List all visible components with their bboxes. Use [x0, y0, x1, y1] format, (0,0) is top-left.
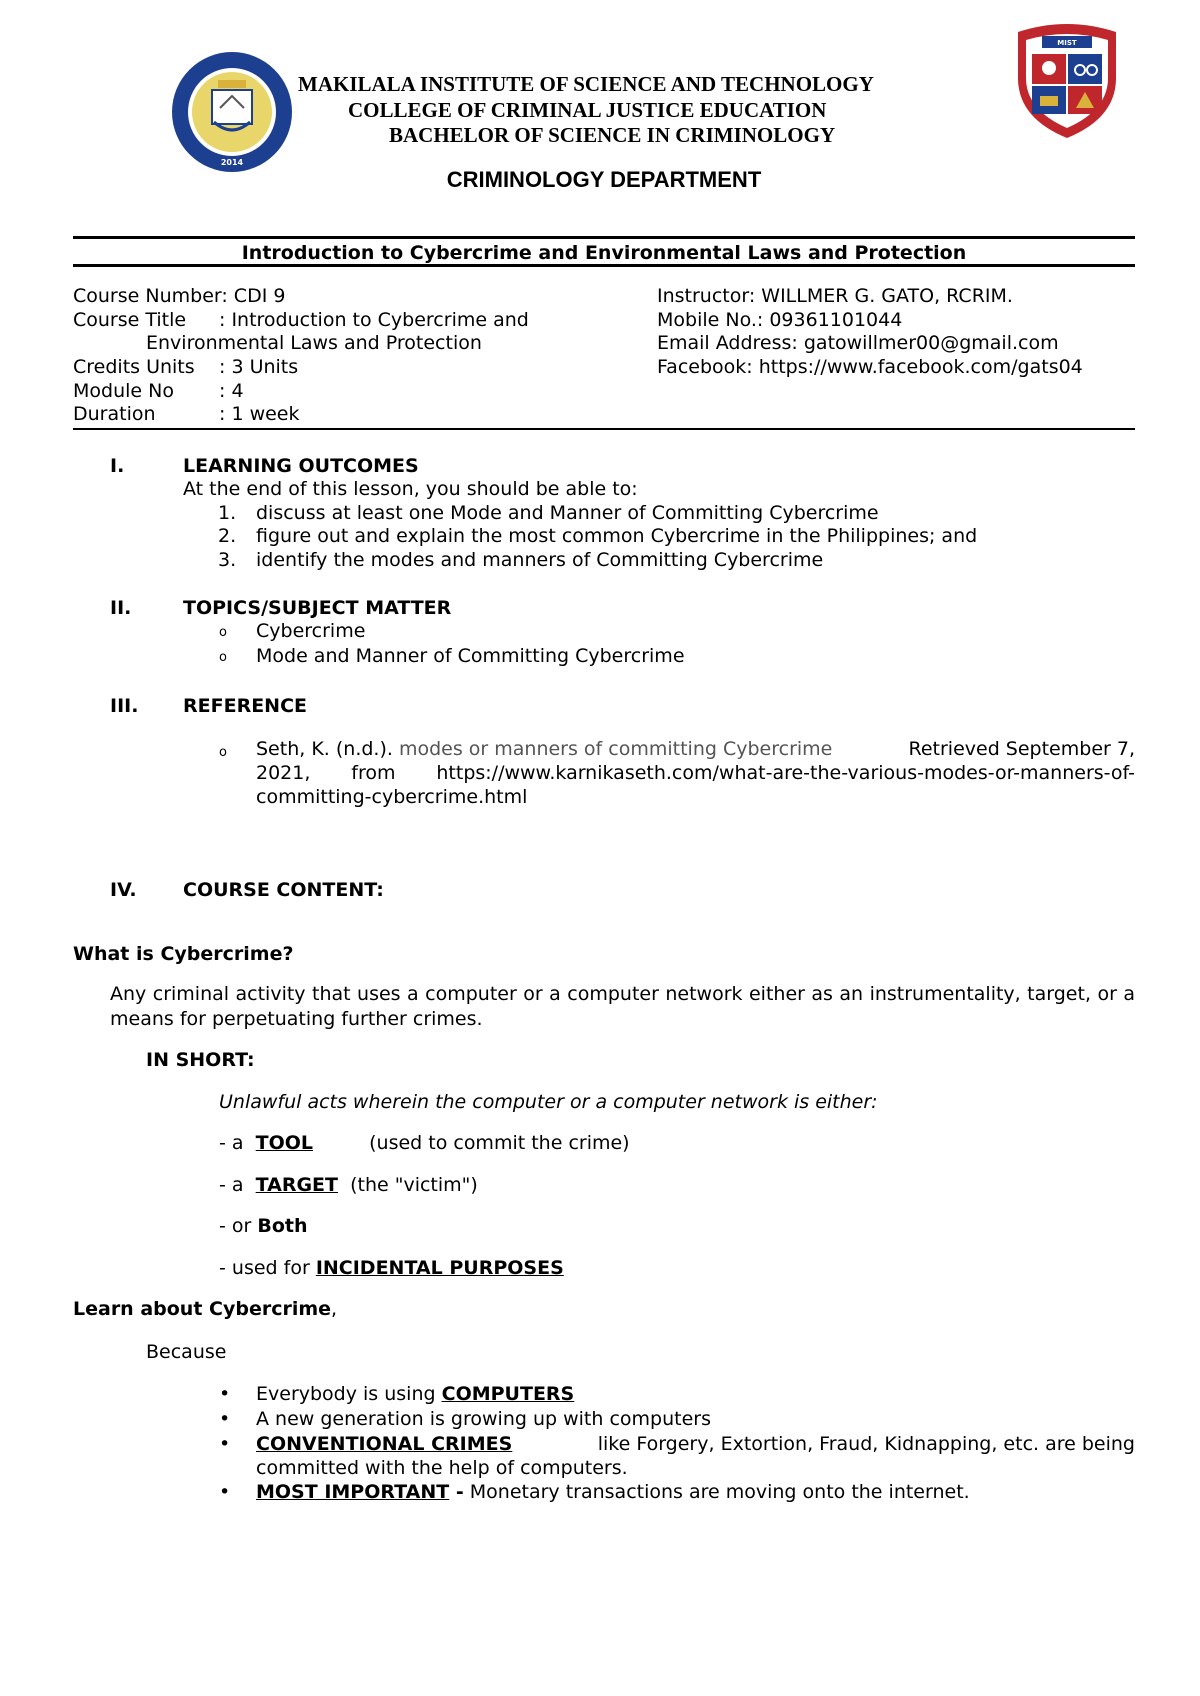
bullet-icon: •	[219, 1433, 231, 1455]
learn-heading-line	[73, 1297, 337, 1321]
bullet-icon: •	[219, 1408, 231, 1430]
module-value: : 4	[219, 380, 244, 402]
target-line	[219, 1173, 478, 1197]
bullet-4-dash: -	[449, 1481, 464, 1503]
mobile-number: Mobile No.: 09361101044	[657, 309, 903, 331]
learn-about-heading: Learn about Cybercrime	[73, 1298, 332, 1320]
tool-line	[219, 1131, 630, 1155]
course-number: Course Number: CDI 9	[73, 285, 286, 307]
tool-description: (used to commit the crime)	[369, 1132, 630, 1154]
program-name: BACHELOR OF SCIENCE IN CRIMINOLOGY	[389, 123, 836, 147]
facebook-link[interactable]: Facebook: https://www.facebook.com/gats04	[657, 356, 1083, 378]
in-short-label: IN SHORT:	[146, 1049, 255, 1071]
incidental-word: INCIDENTAL PURPOSES	[315, 1257, 564, 1279]
left-seal-year: 2014	[220, 158, 244, 167]
section-4-title: COURSE CONTENT:	[183, 879, 384, 901]
bullet-1-text: Everybody is using	[256, 1383, 436, 1405]
course-banner-title: Introduction to Cybercrime and Environmental Laws and Protection	[241, 242, 967, 264]
course-title-value-cont: Environmental Laws and Protection	[146, 332, 482, 354]
course-title-value: : Introduction to Cybercrime and	[219, 309, 529, 331]
outcome-text: identify the modes and manners of Committing Cybercrime	[256, 549, 824, 571]
section-3-title: REFERENCE	[183, 695, 308, 717]
reference-line-2[interactable]: 2021, from https://www.karnikaseth.com/what-are-the-various-modes-or-manners-of-	[256, 762, 1135, 784]
top-rule	[73, 236, 1135, 239]
section-4-number: IV.	[110, 879, 137, 901]
bullet-4	[256, 1480, 970, 1504]
department-title: CRIMINOLOGY DEPARTMENT	[446, 167, 762, 192]
outcome-number: 1.	[218, 502, 237, 524]
credits-label: Credits Units	[73, 356, 195, 378]
bullet-3	[256, 1432, 1135, 1456]
tool-word: TOOL	[255, 1132, 314, 1154]
section-2-number: II.	[110, 597, 132, 619]
outcome-text: discuss at least one Mode and Manner of Committing Cybercrime	[256, 502, 879, 524]
reference-title: modes or manners of committing Cybercrime	[398, 738, 833, 760]
outcome-number: 2.	[218, 525, 237, 547]
bullet-3-emphasis: CONVENTIONAL CRIMES	[256, 1433, 513, 1455]
outcome-number: 3.	[218, 549, 237, 571]
info-bottom-rule	[73, 428, 1135, 430]
bullet-1-emphasis: COMPUTERS	[441, 1383, 575, 1405]
college-name: COLLEGE OF CRIMINAL JUSTICE EDUCATION	[348, 98, 827, 122]
bullet-icon: •	[219, 1481, 231, 1503]
section-2-title: TOPICS/SUBJECT MATTER	[183, 597, 452, 619]
target-prefix: - a	[219, 1174, 244, 1196]
left-seal-logo	[170, 50, 294, 174]
because-label: Because	[146, 1341, 227, 1363]
incidental-line	[219, 1256, 564, 1280]
instructor: Instructor: WILLMER G. GATO, RCRIM.	[657, 285, 1013, 307]
circle-bullet-icon: o	[219, 745, 227, 760]
reference-retrieved: Retrieved September 7,	[908, 738, 1135, 760]
bullet-1	[256, 1382, 574, 1406]
circle-bullet-icon: o	[219, 625, 227, 640]
both-line	[219, 1214, 308, 1238]
credits-value: : 3 Units	[219, 356, 299, 378]
outcome-text: figure out and explain the most common Cybercrime in the Philippines; and	[256, 525, 978, 547]
topic-item: Mode and Manner of Committing Cybercrime	[256, 645, 685, 667]
learn-comma: ,	[331, 1298, 338, 1320]
section-1-title: LEARNING OUTCOMES	[183, 455, 419, 477]
right-seal-logo	[1010, 22, 1124, 140]
section-3-number: III.	[110, 695, 139, 717]
right-seal-text: MIST	[1057, 39, 1077, 47]
cybercrime-definition: Any criminal activity that uses a computer or a computer network either as an instrumentality, target, or a means for perpetuating further crimes.	[110, 983, 1135, 1030]
both-word: Both	[257, 1215, 308, 1237]
duration-label: Duration	[73, 403, 156, 425]
institution-name: MAKILALA INSTITUTE OF SCIENCE AND TECHNOLOGY	[298, 72, 874, 96]
incidental-prefix: - used for	[219, 1257, 310, 1279]
bullet-icon: •	[219, 1383, 231, 1405]
reference-line-3[interactable]: committing-cybercrime.html	[256, 786, 528, 808]
section-1-number: I.	[110, 455, 125, 477]
reference-line-1	[256, 737, 1135, 761]
email-address: Email Address: gatowillmer00@gmail.com	[657, 332, 1059, 354]
banner-bottom-rule	[73, 264, 1135, 267]
bullet-2-text: A new generation is growing up with computers	[256, 1408, 711, 1430]
bullet-4-text: Monetary transactions are moving onto the internet.	[469, 1481, 970, 1503]
module-label: Module No	[73, 380, 174, 402]
what-is-cybercrime-heading: What is Cybercrime?	[73, 943, 294, 965]
bullet-3-text-cont: committed with the help of computers.	[256, 1457, 628, 1479]
unlawful-acts-text: Unlawful acts wherein the computer or a computer network is either:	[219, 1091, 878, 1113]
both-prefix: - or	[219, 1215, 252, 1237]
reference-author: Seth, K. (n.d.).	[256, 738, 393, 760]
bullet-4-emphasis: MOST IMPORTANT	[256, 1481, 450, 1503]
topic-item: Cybercrime	[256, 620, 366, 642]
section-1-intro: At the end of this lesson, you should be able to:	[183, 478, 638, 500]
tool-prefix: - a	[219, 1132, 244, 1154]
target-description: (the "victim")	[350, 1174, 478, 1196]
bullet-3-text: like Forgery, Extortion, Fraud, Kidnapping, etc. are being	[597, 1433, 1135, 1455]
course-title-label: Course Title	[73, 309, 187, 331]
target-word: TARGET	[255, 1174, 338, 1196]
duration-value: : 1 week	[219, 403, 300, 425]
circle-bullet-icon: o	[219, 650, 227, 665]
